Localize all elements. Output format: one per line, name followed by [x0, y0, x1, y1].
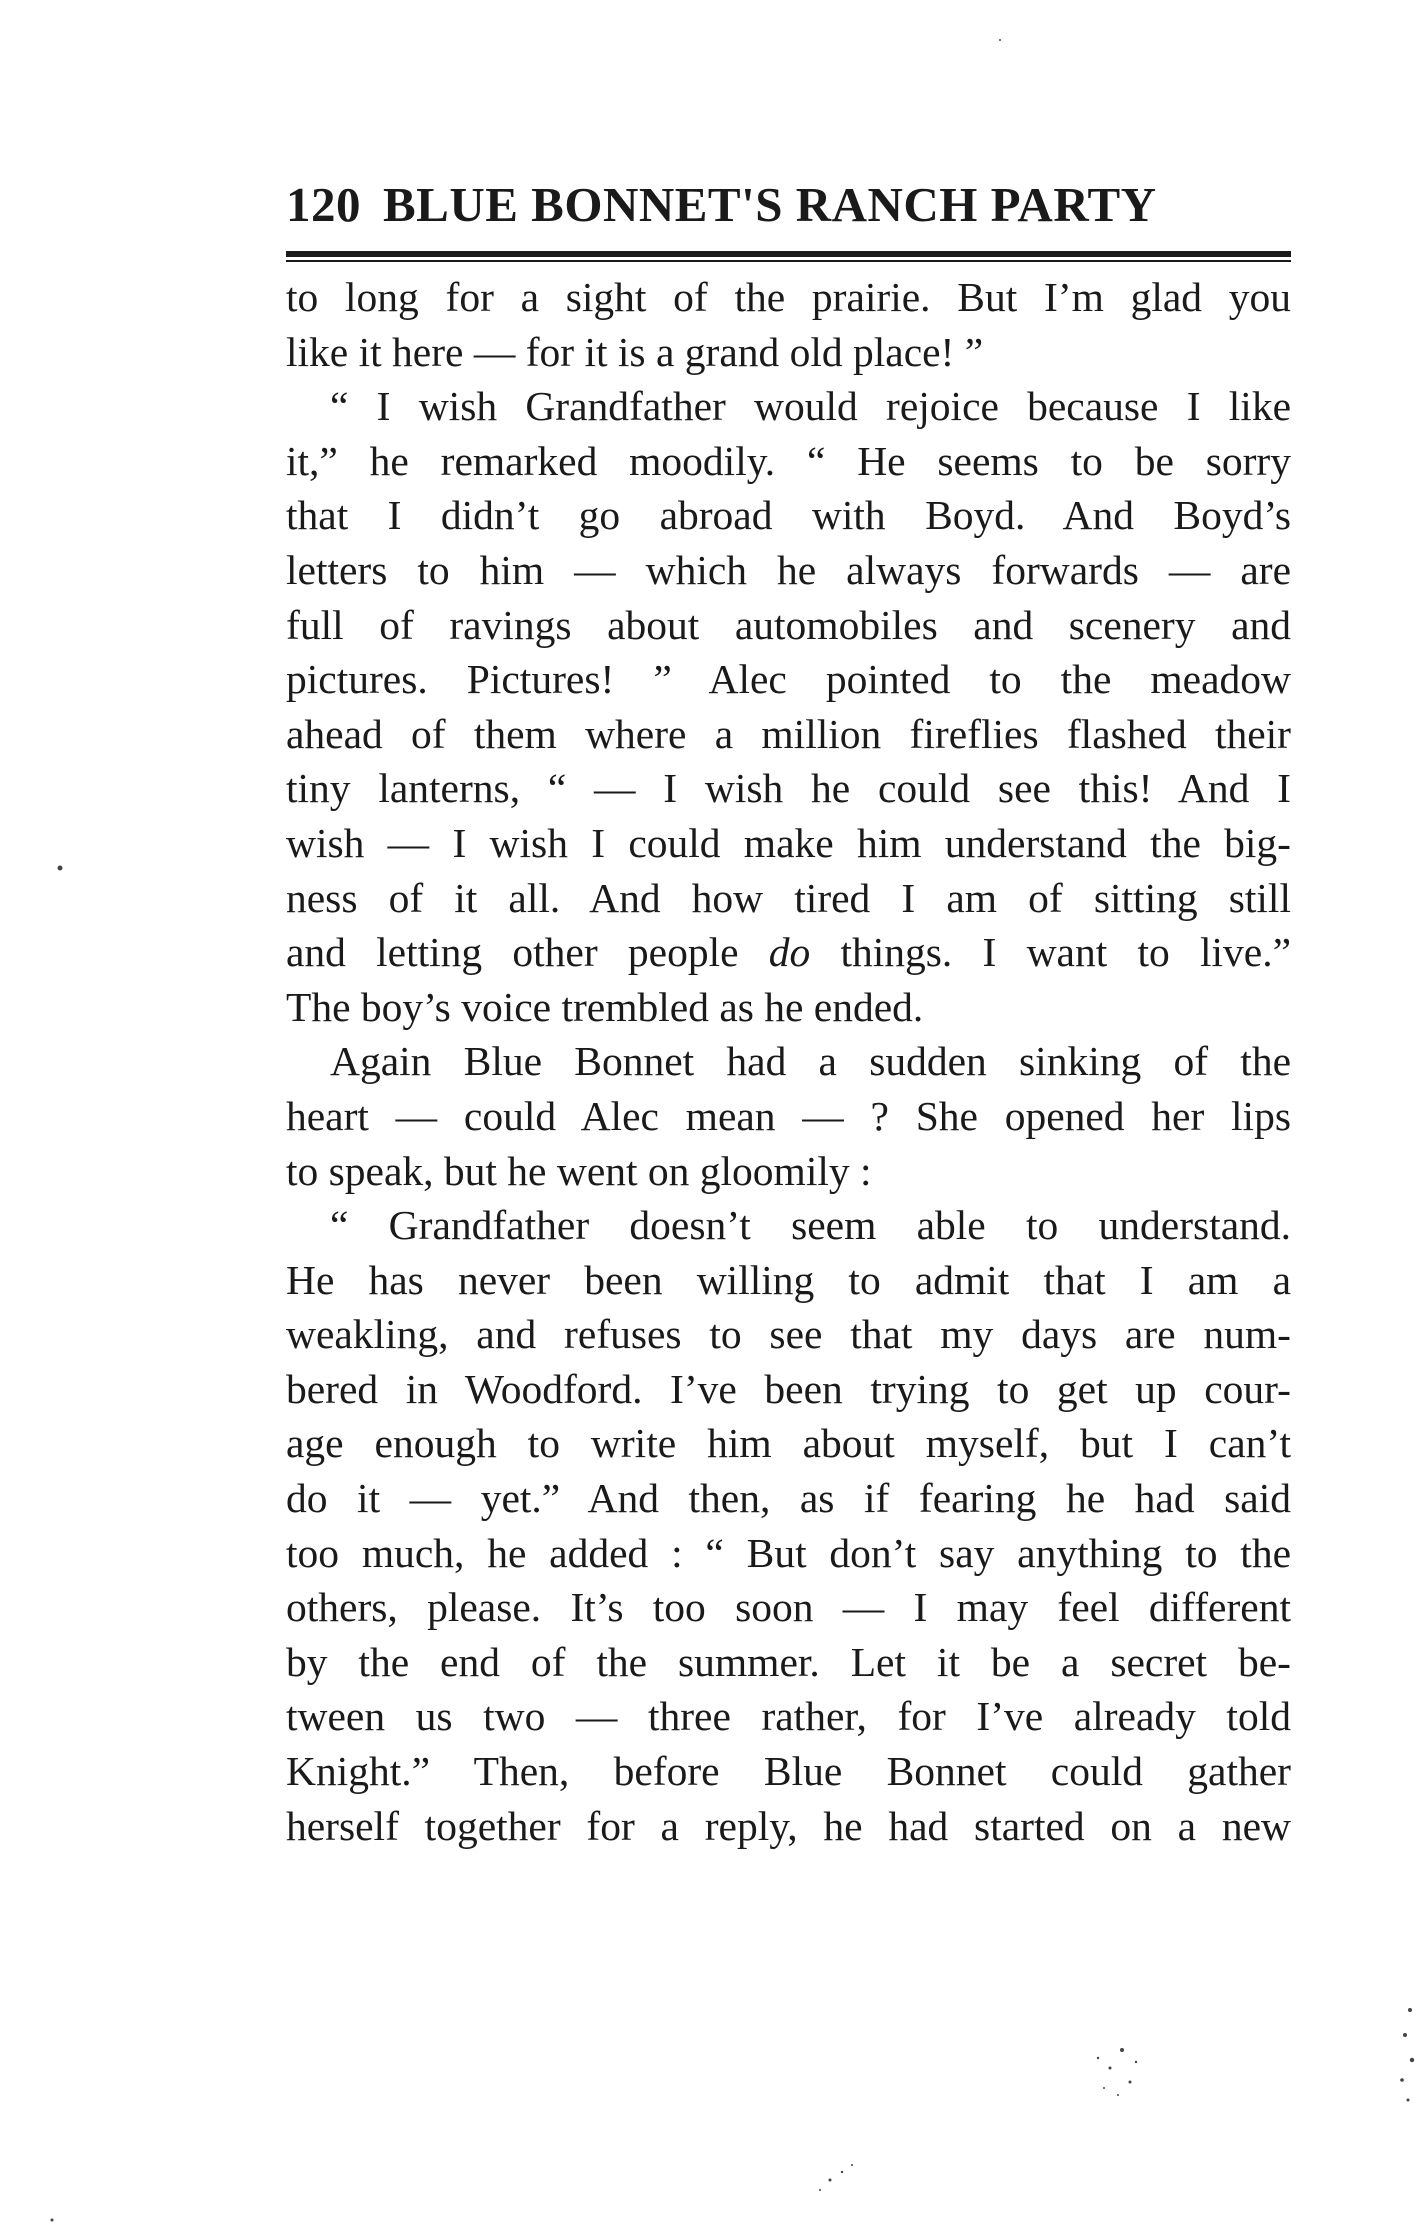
text-segment: and letting other people [286, 929, 769, 976]
text-line: Again Blue Bonnet had a sudden sinking of the [330, 1038, 1291, 1085]
scan-speck [819, 2189, 821, 2191]
text-line: wish — I wish I could make him understand the big- [286, 819, 1291, 866]
text-line: too much, he added : “ But don’t say anything to the [286, 1529, 1291, 1576]
text-line: Knight.” Then, before Blue Bonnet could gather [286, 1748, 1291, 1795]
text-line: He has never been willing to admit that I am a [286, 1256, 1291, 1303]
running-head [286, 175, 1291, 235]
scan-speck [1109, 2067, 1112, 2070]
scan-speck [1117, 2094, 1119, 2096]
text-line: bered in Woodford. I’ve been trying to get up cour- [286, 1365, 1291, 1412]
text-line: it,” he remarked moodily. “ He seems to be sorry [286, 437, 1291, 484]
book-page [286, 175, 1291, 1853]
scan-speck [1120, 2048, 1124, 2052]
text-line: do it — yet.” And then, as if fearing he had said [286, 1475, 1291, 1522]
scan-speck [1403, 2033, 1407, 2037]
text-segment: things. I want to live.” [810, 929, 1291, 976]
header-rule-thin [286, 260, 1291, 262]
scan-speck [51, 2219, 54, 2222]
text-line: weakling, and refuses to see that my days are num- [286, 1311, 1291, 1358]
text-line: full of ravings about automobiles and scenery and [286, 601, 1291, 648]
scan-speck [829, 2179, 832, 2182]
scan-speck [851, 2164, 853, 2166]
emphasized-word: do [768, 929, 811, 976]
text-line: “ Grandfather doesn’t seem able to understand. [330, 1202, 1291, 1249]
text-line: heart — could Alec mean — ? She opened her lips [286, 1092, 1291, 1139]
text-line: that I didn’t go abroad with Boyd. And Boyd’s [286, 492, 1291, 539]
scan-speck [1135, 2061, 1137, 2063]
text-line [286, 925, 1291, 980]
text-line: like it here — for it is a grand old place! ” [286, 328, 984, 375]
text-line: tiny lanterns, “ — I wish he could see this! And I [286, 765, 1291, 812]
text-line: letters to him — which he always forwards — are [286, 546, 1291, 593]
text-line: herself together for a reply, he had started on a new [286, 1802, 1291, 1849]
scan-speck [999, 39, 1001, 41]
text-line: The boy’s voice trembled as he ended. [286, 983, 924, 1030]
page-number: 120 [286, 177, 361, 232]
text-line: “ I wish Grandfather would rejoice because I like [330, 383, 1291, 430]
scan-speck [1408, 2008, 1412, 2012]
text-line: others, please. It’s too soon — I may feel different [286, 1584, 1291, 1631]
text-line: to speak, but he went on gloomily : [286, 1147, 872, 1194]
text-line: ness of it all. And how tired I am of sitting still [286, 874, 1291, 921]
scan-speck [841, 2171, 843, 2173]
scan-speck [1410, 2058, 1414, 2062]
text-line: tween us two — three rather, for I’ve already told [286, 1693, 1291, 1740]
scan-speck [1097, 2057, 1099, 2059]
scan-speck [1407, 2099, 1410, 2102]
scan-speck [1129, 2081, 1132, 2084]
scan-speck [1400, 2078, 1404, 2082]
text-line: age enough to write him about myself, but I can’t [286, 1420, 1291, 1467]
body-text [286, 270, 1291, 1853]
text-line: to long for a sight of the prairie. But I’m glad you [286, 274, 1291, 320]
text-line: by the end of the summer. Let it be a secret be- [286, 1638, 1291, 1685]
text-line: pictures. Pictures! ” Alec pointed to the meadow [286, 656, 1291, 703]
running-title: BLUE BONNET'S RANCH PARTY [383, 177, 1157, 232]
text-line: ahead of them where a million fireflies flashed their [286, 710, 1291, 757]
scan-speck [58, 866, 63, 871]
scan-speck [1103, 2087, 1105, 2089]
header-rule-thick [286, 251, 1291, 257]
